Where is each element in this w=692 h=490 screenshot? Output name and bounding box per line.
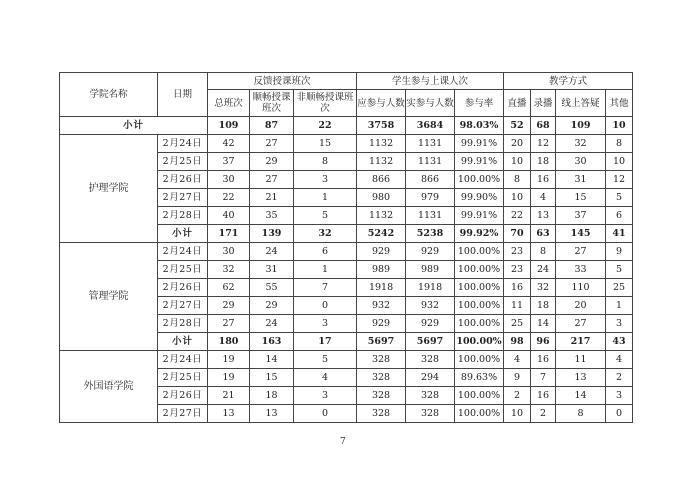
cell: 979 [406,189,455,207]
cell: 16 [531,351,556,369]
cell: 99.91% [455,207,504,225]
page-number: 7 [340,437,346,447]
cell: 328 [357,369,406,387]
cell: 5697 [357,333,406,351]
header-other: 其他 [606,90,633,117]
cell: 21 [250,189,294,207]
cell: 24 [250,243,294,261]
cell: 109 [208,117,250,135]
cell: 100.00% [455,387,504,405]
cell: 33 [556,261,606,279]
cell: 932 [357,297,406,315]
header-row-groups [60,73,633,90]
cell: 10 [606,117,633,135]
cell: 5 [294,207,357,225]
cell: 7 [294,279,357,297]
cell: 3 [294,387,357,405]
cell: 2 [606,369,633,387]
college-name: 管理学院 [60,243,158,351]
cell: 43 [606,333,633,351]
date-cell: 2月28日 [158,315,208,333]
cell: 29 [250,153,294,171]
cell: 929 [406,315,455,333]
cell: 866 [357,171,406,189]
cell: 1 [294,261,357,279]
date-cell: 2月28日 [158,207,208,225]
cell: 35 [250,207,294,225]
header-total-classes: 总班次 [208,90,250,117]
cell: 145 [556,225,606,243]
cell: 68 [531,117,556,135]
cell: 2 [504,387,531,405]
cell: 1918 [406,279,455,297]
cell: 40 [208,207,250,225]
cell: 62 [208,279,250,297]
cell: 3 [294,315,357,333]
cell: 16 [531,387,556,405]
cell: 16 [531,171,556,189]
cell: 29 [208,297,250,315]
date-cell: 2月25日 [158,261,208,279]
header-group-method: 教学方式 [504,73,633,90]
cell: 30 [208,243,250,261]
cell: 8 [294,153,357,171]
cell: 32 [294,225,357,243]
cell: 15 [250,369,294,387]
cell: 9 [504,369,531,387]
cell: 27 [250,171,294,189]
cell: 96 [531,333,556,351]
cell: 980 [357,189,406,207]
cell: 100.00% [455,279,504,297]
header-actual: 实参与人数 [406,90,455,117]
cell: 52 [504,117,531,135]
subtotal-label: 小计 [158,225,208,243]
cell: 328 [357,351,406,369]
date-cell: 2月27日 [158,189,208,207]
cell: 10 [504,189,531,207]
cell: 3684 [406,117,455,135]
cell: 328 [406,387,455,405]
cell: 99.90% [455,189,504,207]
header-recorded: 录播 [531,90,556,117]
cell: 27 [556,243,606,261]
header-rate: 参与率 [455,90,504,117]
cell: 15 [556,189,606,207]
date-cell: 2月26日 [158,279,208,297]
cell: 98 [504,333,531,351]
cell: 163 [250,333,294,351]
cell: 1132 [357,135,406,153]
cell: 22 [294,117,357,135]
cell: 100.00% [455,243,504,261]
table-row [60,351,633,369]
cell: 10 [504,153,531,171]
date-cell: 2月25日 [158,153,208,171]
cell: 3758 [357,117,406,135]
cell: 14 [556,387,606,405]
cell: 41 [606,225,633,243]
cell: 99.92% [455,225,504,243]
cell: 11 [504,297,531,315]
date-cell: 2月24日 [158,243,208,261]
cell: 0 [294,297,357,315]
date-cell: 2月26日 [158,387,208,405]
cell: 1132 [357,207,406,225]
cell: 23 [504,261,531,279]
cell: 13 [556,369,606,387]
cell: 18 [250,387,294,405]
cell: 25 [606,279,633,297]
cell: 11 [556,351,606,369]
cell: 5 [606,261,633,279]
cell: 4 [504,351,531,369]
cell: 30 [208,171,250,189]
cell: 8 [504,171,531,189]
cell: 4 [294,369,357,387]
cell: 110 [556,279,606,297]
cell: 8 [531,243,556,261]
cell: 32 [531,279,556,297]
cell: 4 [531,189,556,207]
college-name: 护理学院 [60,135,158,243]
cell: 1 [294,189,357,207]
cell: 17 [294,333,357,351]
cell: 0 [294,405,357,423]
cell: 24 [250,315,294,333]
cell: 37 [208,153,250,171]
cell: 180 [208,333,250,351]
cell: 100.00% [455,297,504,315]
cell: 99.91% [455,153,504,171]
cell: 63 [531,225,556,243]
cell: 3 [294,171,357,189]
cell: 100.00% [455,351,504,369]
cell: 32 [208,261,250,279]
cell: 31 [250,261,294,279]
cell: 18 [531,297,556,315]
cell: 109 [556,117,606,135]
cell: 99.91% [455,135,504,153]
subtotal-row-top [60,117,633,135]
cell: 3 [606,315,633,333]
header-group-feedback: 反馈授课班次 [208,73,357,90]
cell: 87 [250,117,294,135]
cell: 89.63% [455,369,504,387]
cell: 14 [250,351,294,369]
cell: 30 [556,153,606,171]
cell: 328 [406,351,455,369]
cell: 1132 [357,153,406,171]
date-cell: 2月24日 [158,351,208,369]
cell: 22 [504,207,531,225]
date-cell: 2月27日 [158,297,208,315]
cell: 5 [294,351,357,369]
cell: 5697 [406,333,455,351]
cell: 100.00% [455,171,504,189]
cell: 31 [556,171,606,189]
cell: 13 [208,405,250,423]
cell: 9 [606,243,633,261]
cell: 6 [294,243,357,261]
cell: 0 [606,405,633,423]
cell: 989 [406,261,455,279]
cell: 3 [606,387,633,405]
cell: 929 [357,315,406,333]
cell: 12 [531,135,556,153]
cell: 1918 [357,279,406,297]
cell: 866 [406,171,455,189]
cell: 989 [357,261,406,279]
cell: 20 [556,297,606,315]
cell: 5238 [406,225,455,243]
cell: 19 [208,351,250,369]
cell: 55 [250,279,294,297]
cell: 8 [556,405,606,423]
header-expected: 应参与人数 [357,90,406,117]
cell: 16 [504,279,531,297]
college-name: 外国语学院 [60,351,158,423]
cell: 100.00% [455,315,504,333]
cell: 929 [357,243,406,261]
date-cell: 2月26日 [158,171,208,189]
cell: 27 [250,135,294,153]
table-row [60,243,633,261]
cell: 23 [504,243,531,261]
cell: 217 [556,333,606,351]
cell: 328 [406,405,455,423]
table-row [60,135,633,153]
cell: 1131 [406,207,455,225]
cell: 100.00% [455,261,504,279]
cell: 1131 [406,135,455,153]
cell: 932 [406,297,455,315]
cell: 10 [504,405,531,423]
cell: 27 [208,315,250,333]
header-nonsmooth-classes: 非顺畅授课班次 [294,90,357,117]
date-cell: 2月27日 [158,405,208,423]
cell: 100.00% [455,405,504,423]
cell: 18 [531,153,556,171]
cell: 8 [606,135,633,153]
statistics-table [59,72,633,423]
date-cell: 2月24日 [158,135,208,153]
table-body [60,73,633,423]
cell: 328 [357,405,406,423]
cell: 42 [208,135,250,153]
cell: 4 [606,351,633,369]
cell: 7 [531,369,556,387]
cell: 12 [606,171,633,189]
cell: 2 [531,405,556,423]
header-online-qa: 线上答疑 [556,90,606,117]
header-group-students: 学生参与上课人次 [357,73,504,90]
cell: 70 [504,225,531,243]
subtotal-label: 小计 [60,117,208,135]
cell: 1 [606,297,633,315]
cell: 20 [504,135,531,153]
cell: 24 [531,261,556,279]
cell: 29 [250,297,294,315]
date-cell: 2月25日 [158,369,208,387]
cell: 5 [606,189,633,207]
cell: 328 [357,387,406,405]
header-college: 学院名称 [60,73,158,117]
cell: 25 [504,315,531,333]
cell: 21 [208,387,250,405]
cell: 10 [606,153,633,171]
header-date: 日期 [158,73,208,117]
cell: 19 [208,369,250,387]
cell: 171 [208,225,250,243]
cell: 294 [406,369,455,387]
cell: 5242 [357,225,406,243]
cell: 22 [208,189,250,207]
cell: 37 [556,207,606,225]
cell: 27 [556,315,606,333]
subtotal-label: 小计 [158,333,208,351]
cell: 6 [606,207,633,225]
cell: 1131 [406,153,455,171]
cell: 139 [250,225,294,243]
cell: 100.00% [455,333,504,351]
cell: 32 [556,135,606,153]
header-smooth-classes: 顺畅授课班次 [250,90,294,117]
cell: 98.03% [455,117,504,135]
cell: 13 [250,405,294,423]
cell: 15 [294,135,357,153]
cell: 929 [406,243,455,261]
header-live: 直播 [504,90,531,117]
cell: 14 [531,315,556,333]
cell: 13 [531,207,556,225]
